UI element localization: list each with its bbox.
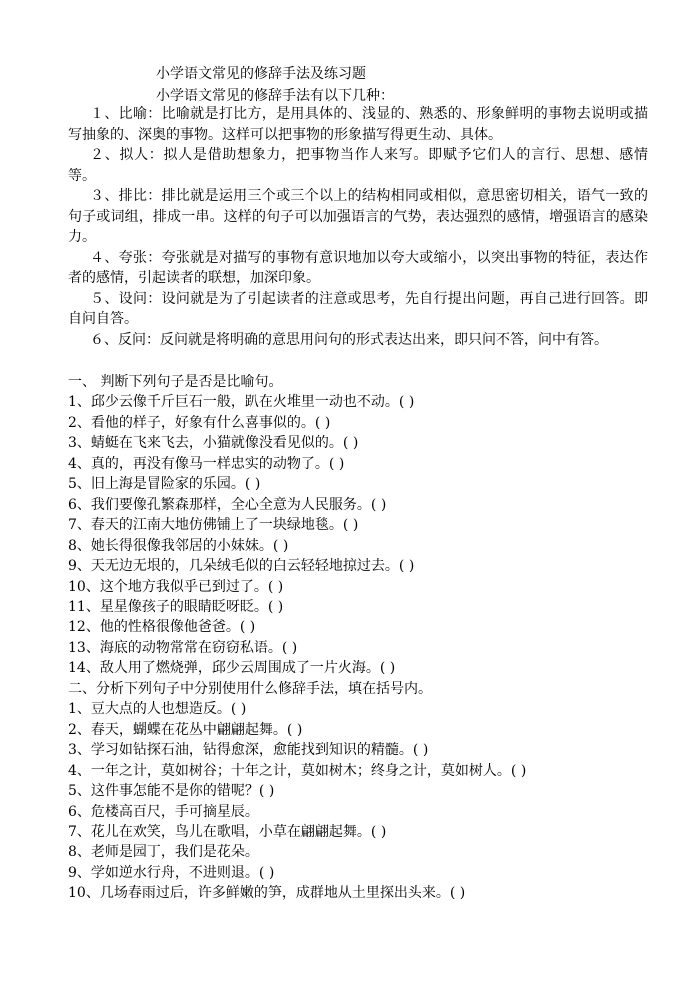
definitions-list xyxy=(68,104,648,350)
section2-item: 2、春天，蝴蝶在花丛中翩翩起舞。( ) xyxy=(68,721,303,738)
section1-item: 14、敌人用了燃烧弹，邱少云周围成了一片火海。( ) xyxy=(68,660,396,677)
section2-item: 5、这件事怎能不是你的错呢？( ) xyxy=(68,783,275,800)
definition-metaphor: １、比喻：比喻就是打比方，是用具体的、浅显的、熟悉的、形象鲜明的事物去说明或描写抽象的、深奥的事物。这样可以把事物的形象描写得更生动、具体。 xyxy=(68,106,648,143)
section2-item: 8、老师是园丁，我们是花朵。 xyxy=(68,844,259,861)
section2-heading: 二、分析下列句子中分别使用什么修辞手法，填在括号内。 xyxy=(68,680,432,697)
document-subtitle: 小学语文常见的修辞手法有以下几种： xyxy=(156,88,394,104)
section1-item: 1、邱少云像千斤巨石一般，趴在火堆里一动也不动。( ) xyxy=(68,394,415,411)
section1-item: 12、他的性格很像他爸爸。( ) xyxy=(68,619,256,636)
definition-personification: ２、拟人：拟人是借助想象力，把事物当作人来写。即赋予它们人的言行、思想、感情等。 xyxy=(68,147,648,184)
section1-item: 4、真的，再没有像马一样忠实的动物了。( ) xyxy=(68,455,345,472)
section1-heading: 一、 判断下列句子是否是比喻句。 xyxy=(68,374,283,390)
definition-hyperbole: ４、夸张：夸张就是对描写的事物有意识地加以夸大或缩小，以突出事物的特征，表达作者的感情，引起读者的联想，加深印象。 xyxy=(68,249,648,286)
section2-item: 6、危楼高百尺，手可摘星辰。 xyxy=(68,803,259,820)
document-title: 小学语文常见的修辞手法及练习题 xyxy=(156,66,366,82)
definition-parallelism: ３、排比：排比就是运用三个或三个以上的结构相同或相似，意思密切相关，语气一致的句子或词组，排成一串。这样的句子可以加强语言的气势，表达强烈的感情，增强语言的感染力。 xyxy=(68,188,648,245)
section1-item: 8、她长得很像我邻居的小妹妹。( ) xyxy=(68,537,289,554)
section2-item: 1、豆大点的人也想造反。( ) xyxy=(68,701,247,718)
section2-item: 3、学习如钻探石油，钻得愈深，愈能找到知识的精髓。( ) xyxy=(68,742,429,759)
section1-item: 9、天无边无垠的，几朵绒毛似的白云轻轻地掠过去。( ) xyxy=(68,558,415,575)
section1-item: 10、这个地方我似乎已到过了。( ) xyxy=(68,578,284,595)
definition-rhetorical-question-self-answer: ５、设问：设问就是为了引起读者的注意或思考，先自行提出问题，再自己进行回答。即自问自答。 xyxy=(68,290,648,327)
section2-item: 7、花儿在欢笑，鸟儿在歌唱，小草在翩翩起舞。( ) xyxy=(68,823,387,840)
section1-item: 13、海底的动物常常在窃窃私语。( ) xyxy=(68,639,298,656)
section1-item: 2、看他的样子，好象有什么喜事似的。( ) xyxy=(68,414,331,431)
section1-item: 11、星星像孩子的眼睛眨呀眨。( ) xyxy=(68,598,284,615)
section2-item: 10、几场春雨过后，许多鲜嫩的笋，成群地从土里探出头来。( ) xyxy=(68,885,466,902)
section1-item: 6、我们要像孔繁森那样，全心全意为人民服务。( ) xyxy=(68,496,387,513)
section2-item: 4、一年之计，莫如树谷；十年之计，莫如树木；终身之计，莫如树人。( ) xyxy=(68,762,527,779)
section1-item: 5、旧上海是冒险家的乐园。( ) xyxy=(68,476,261,493)
exercise-sections xyxy=(68,372,648,904)
section1-item: 3、蜻蜓在飞来飞去，小猫就像没看见似的。( ) xyxy=(68,435,359,452)
section2-item: 9、学如逆水行舟，不进则退。( ) xyxy=(68,864,275,881)
definition-rhetorical-question: ６、反问：反问就是将明确的意思用问句的形式表达出来，即只问不答，问中有答。 xyxy=(90,331,608,348)
section1-item: 7、春天的江南大地仿佛铺上了一块绿地毯。( ) xyxy=(68,517,359,534)
